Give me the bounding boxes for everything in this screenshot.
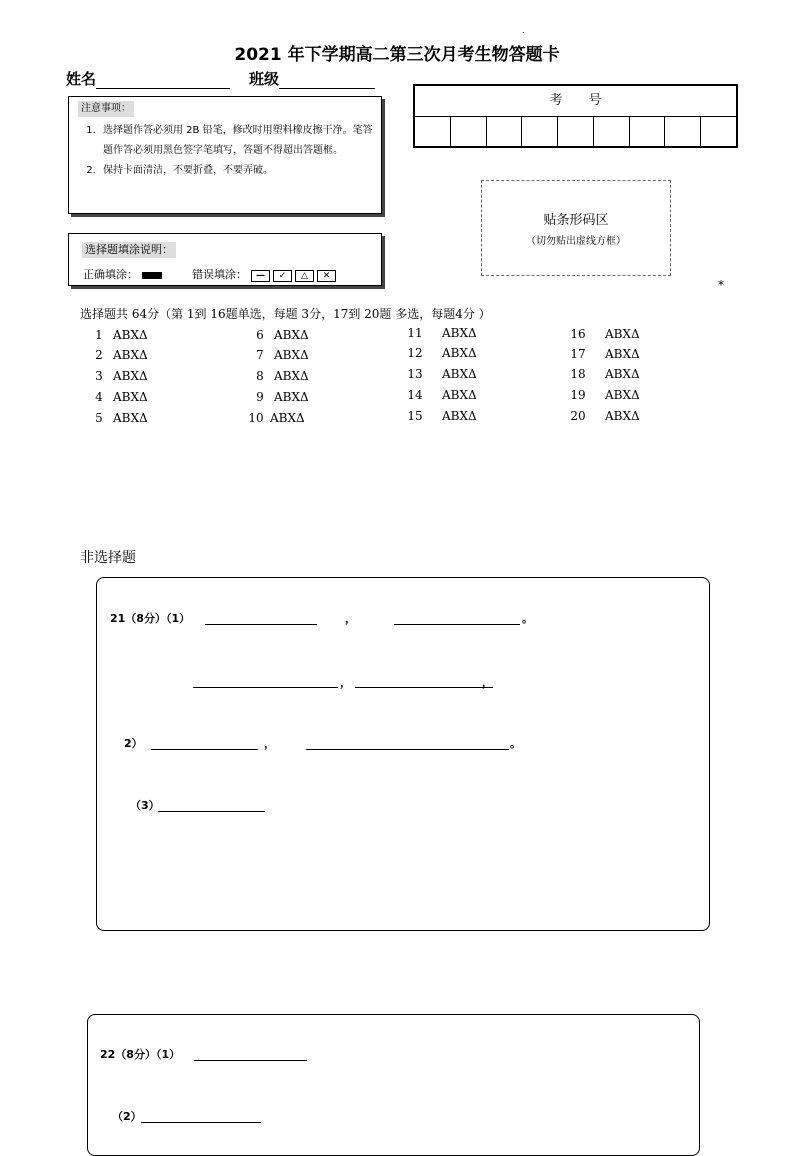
- q21-comma: ，: [340, 676, 351, 689]
- choice-q-options[interactable]: ABXΔ: [113, 411, 148, 425]
- choice-q-number: 20: [570, 409, 586, 423]
- choice-q-options[interactable]: ABXΔ: [605, 367, 640, 381]
- q21-blank[interactable]: [355, 686, 493, 688]
- exam-id-cell[interactable]: [630, 117, 666, 147]
- choice-q[interactable]: [567, 327, 640, 341]
- choice-q-number: 11: [407, 326, 423, 340]
- wrong-mark-check: ✓: [273, 270, 292, 282]
- choice-q-number: 13: [407, 367, 423, 381]
- choice-q[interactable]: [88, 390, 148, 404]
- q21-blank[interactable]: [158, 810, 265, 812]
- choice-q-options[interactable]: ABXΔ: [605, 327, 640, 341]
- exam-id-label: 考 号: [415, 86, 736, 117]
- choice-q[interactable]: [88, 369, 148, 383]
- choice-q-options[interactable]: ABXΔ: [605, 409, 640, 423]
- choice-q[interactable]: [567, 409, 640, 423]
- wrong-fill-marks: [251, 268, 339, 282]
- choice-q[interactable]: [88, 411, 148, 425]
- choice-q[interactable]: [567, 347, 640, 361]
- choice-q-options[interactable]: ABXΔ: [274, 348, 309, 362]
- nonchoice-heading: 非选择题: [80, 550, 136, 566]
- q21-comma: ，: [264, 737, 275, 750]
- exam-id-box: [413, 84, 738, 148]
- exam-id-cell[interactable]: [487, 117, 523, 147]
- choice-q-number: 7: [256, 348, 264, 362]
- choice-q-options[interactable]: ABXΔ: [274, 369, 309, 383]
- page-title: 2021 年下学期高二第三次月考生物答题卡: [234, 45, 560, 65]
- page-dot: .: [522, 26, 525, 35]
- wrong-mark-triangle: △: [295, 270, 314, 282]
- choice-q-number: 15: [407, 409, 423, 423]
- choice-q[interactable]: [249, 328, 309, 342]
- fill-guide-heading: 选择题填涂说明：: [82, 242, 176, 258]
- exam-id-cells: [415, 117, 736, 147]
- exam-id-cell[interactable]: [594, 117, 630, 147]
- star-mark: *: [718, 278, 724, 292]
- exam-id-cell[interactable]: [522, 117, 558, 147]
- choice-q-options[interactable]: ABXΔ: [274, 390, 309, 404]
- choice-q-options[interactable]: ABXΔ: [274, 328, 309, 342]
- exam-id-cell[interactable]: [701, 117, 736, 147]
- barcode-title: 贴条形码区: [543, 213, 609, 228]
- choice-q-options[interactable]: ABXΔ: [113, 348, 148, 362]
- wrong-fill-label: 错误填涂：: [192, 268, 247, 281]
- class-field[interactable]: [279, 72, 375, 89]
- exam-id-cell[interactable]: [558, 117, 594, 147]
- name-label: 姓名: [66, 70, 97, 88]
- fill-guide-box: [68, 233, 382, 286]
- barcode-area: [481, 180, 671, 276]
- choice-q-options[interactable]: ABXΔ: [605, 388, 640, 402]
- choice-q[interactable]: [567, 367, 640, 381]
- q21-part3-label: （3）: [130, 799, 160, 812]
- choice-q[interactable]: [404, 326, 477, 340]
- q21-comma: ，: [482, 676, 493, 689]
- choice-q[interactable]: [404, 346, 477, 360]
- q21-answer-box: [96, 577, 710, 931]
- choice-q-number: 3: [95, 369, 103, 383]
- choice-q-number: 17: [570, 347, 586, 361]
- choice-q-number: 10: [248, 411, 264, 425]
- q22-answer-box: [87, 1014, 700, 1156]
- choice-q[interactable]: [245, 411, 305, 425]
- choice-q[interactable]: [88, 328, 148, 342]
- q21-blank[interactable]: [394, 623, 520, 625]
- exam-id-cell[interactable]: [665, 117, 701, 147]
- correct-fill-mark: [142, 272, 162, 279]
- q21-blank[interactable]: [205, 623, 317, 625]
- q21-period: 。: [522, 612, 533, 625]
- choice-q-number: 4: [95, 390, 103, 404]
- choice-q-number: 5: [95, 411, 103, 425]
- choice-q-number: 16: [570, 327, 586, 341]
- choice-heading: 选择题共 64分（第 1到 16题单选，每题 3分，17到 20题 多选，每题4分 ）: [80, 307, 491, 321]
- notice-item-2: 2. 保持卡面清洁，不要折叠，不要弄破。: [99, 161, 381, 181]
- wrong-mark-cross: ✕: [317, 270, 336, 282]
- choice-q[interactable]: [567, 388, 640, 402]
- choice-q-options[interactable]: ABXΔ: [113, 390, 148, 404]
- choice-q-options[interactable]: ABXΔ: [442, 409, 477, 423]
- choice-q-options[interactable]: ABXΔ: [605, 347, 640, 361]
- choice-q-number: 2: [95, 348, 103, 362]
- choice-q[interactable]: [404, 388, 477, 402]
- choice-q[interactable]: [88, 348, 148, 362]
- choice-q-number: 6: [256, 328, 264, 342]
- notice-heading: 注意事项：: [78, 101, 134, 117]
- exam-id-cell[interactable]: [415, 117, 451, 147]
- choice-q-options[interactable]: ABXΔ: [270, 411, 305, 425]
- exam-id-cell[interactable]: [451, 117, 487, 147]
- class-field-row: [249, 68, 375, 89]
- notice-box: [68, 96, 382, 214]
- barcode-subtitle: （切勿贴出虚线方框）: [526, 236, 626, 247]
- choice-q-number: 8: [256, 369, 264, 383]
- choice-q[interactable]: [404, 367, 477, 381]
- q21-period: 。: [510, 737, 521, 750]
- choice-q-number: 14: [407, 388, 423, 402]
- choice-q-options[interactable]: ABXΔ: [442, 326, 477, 340]
- name-field[interactable]: [96, 72, 230, 89]
- q21-blank[interactable]: [306, 748, 509, 750]
- q22-label: 22（8分）（1）: [100, 1048, 181, 1061]
- choice-q-options[interactable]: ABXΔ: [442, 367, 477, 381]
- choice-q-number: 19: [570, 388, 586, 402]
- choice-q[interactable]: [404, 409, 477, 423]
- q21-comma: ，: [345, 612, 356, 625]
- choice-q[interactable]: [249, 390, 309, 404]
- q21-blank[interactable]: [151, 748, 258, 750]
- q22-blank[interactable]: [194, 1059, 307, 1061]
- notice-item-1: 1. 选择题作答必须用 2B 铅笔，修改时用塑料橡皮擦干净。笔答题作答必须用黑色签字笔填写，答题不得超出答题框。: [99, 121, 381, 161]
- choice-q-options[interactable]: ABXΔ: [442, 346, 477, 360]
- choice-q-options[interactable]: ABXΔ: [113, 369, 148, 383]
- q21-blank[interactable]: [193, 686, 338, 688]
- name-field-row: [66, 68, 230, 89]
- correct-fill-label: 正确填涂：: [83, 268, 138, 281]
- q21-label: 21（8分）（1）: [110, 612, 191, 625]
- choice-q-number: 12: [407, 346, 423, 360]
- choice-q-options[interactable]: ABXΔ: [442, 388, 477, 402]
- choice-q-number: 18: [570, 367, 586, 381]
- q21-part2-label: 2）: [124, 737, 143, 750]
- class-label: 班级: [249, 70, 280, 88]
- choice-q-options[interactable]: ABXΔ: [113, 328, 148, 342]
- wrong-mark-dash: —: [251, 270, 270, 282]
- q22-part2-label: （2）: [112, 1110, 142, 1123]
- choice-q[interactable]: [249, 369, 309, 383]
- choice-q[interactable]: [249, 348, 309, 362]
- choice-q-number: 1: [95, 328, 103, 342]
- choice-q-number: 9: [256, 390, 264, 404]
